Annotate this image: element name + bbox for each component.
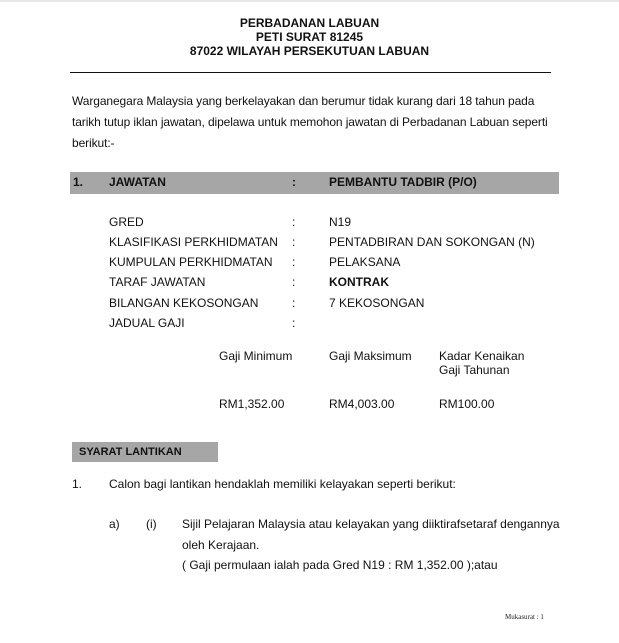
detail-colon: : bbox=[292, 296, 296, 310]
detail-colon: : bbox=[292, 215, 296, 229]
header-divider bbox=[70, 72, 551, 73]
intro-line-2: tarikh tutup iklan jawatan, dipelawa untuk memohon jawatan di Perbadanan Labuan seperti bbox=[72, 115, 548, 129]
detail-label-salary-schedule: JADUAL GAJI bbox=[109, 316, 185, 330]
org-name: PERBADANAN LABUAN bbox=[239, 16, 380, 30]
sub-item-line-2: oleh Kerajaan. bbox=[182, 538, 260, 552]
po-box: PETI SURAT 81245 bbox=[255, 30, 364, 44]
detail-label-status: TARAF JAWATAN bbox=[109, 275, 206, 289]
requirement-text: Calon bagi lantikan hendaklah memiliki kelayakan seperti berikut: bbox=[109, 477, 456, 491]
salary-value-increment: RM100.00 bbox=[439, 397, 495, 411]
salary-value-min: RM1,352.00 bbox=[219, 397, 285, 411]
sub-item-line-1: Sijil Pelajaran Malaysia atau kelayakan yang diiktirafsetaraf dengannya bbox=[182, 517, 560, 531]
requirement-number: 1. bbox=[72, 477, 83, 491]
intro-line-3: berikut:- bbox=[72, 136, 115, 150]
page-top-edge bbox=[0, 0, 619, 2]
detail-value-status: KONTRAK bbox=[329, 275, 389, 289]
detail-colon: : bbox=[292, 255, 296, 269]
salary-header-max: Gaji Maksimum bbox=[329, 349, 412, 363]
detail-colon: : bbox=[292, 275, 296, 289]
salary-value-max: RM4,003.00 bbox=[329, 397, 395, 411]
detail-value-grade: N19 bbox=[329, 215, 352, 229]
intro-line-1: Warganegara Malaysia yang berkelayakan dan berumur tidak kurang dari 18 tahun pada bbox=[72, 94, 535, 108]
requirements-title: SYARAT LANTIKAN bbox=[79, 446, 182, 458]
salary-header-min: Gaji Minimum bbox=[219, 349, 293, 363]
detail-colon: : bbox=[292, 235, 296, 249]
detail-value-classification: PENTADBIRAN DAN SOKONGAN (N) bbox=[329, 235, 535, 249]
detail-label-vacancies: BILANGAN KEKOSONGAN bbox=[109, 296, 259, 310]
salary-header-increment: Kadar Kenaikan bbox=[439, 349, 525, 363]
salary-header-increment-line2: Gaji Tahunan bbox=[439, 363, 510, 377]
detail-label-grade: GRED bbox=[109, 215, 144, 229]
detail-colon: : bbox=[292, 316, 296, 330]
page-number: Mukasurat : 1 bbox=[505, 613, 544, 621]
position-colon: : bbox=[292, 175, 296, 189]
position-title: PEMBANTU TADBIR (P/O) bbox=[329, 175, 477, 189]
sub-item-letter: a) bbox=[109, 517, 120, 531]
position-label: JAWATAN bbox=[109, 175, 166, 189]
detail-value-service-group: PELAKSANA bbox=[329, 255, 401, 269]
position-number: 1. bbox=[73, 175, 84, 189]
sub-item-line-3: ( Gaji permulaan ialah pada Gred N19 : RM 1,352.00 );atau bbox=[182, 558, 498, 572]
sub-item-roman: (i) bbox=[146, 517, 157, 531]
detail-label-classification: KLASIFIKASI PERKHIDMATAN bbox=[109, 235, 278, 249]
detail-label-service-group: KUMPULAN PERKHIDMATAN bbox=[109, 255, 273, 269]
detail-value-vacancies: 7 KEKOSONGAN bbox=[329, 296, 425, 310]
postcode-address: 87022 WILAYAH PERSEKUTUAN LABUAN bbox=[189, 44, 430, 58]
